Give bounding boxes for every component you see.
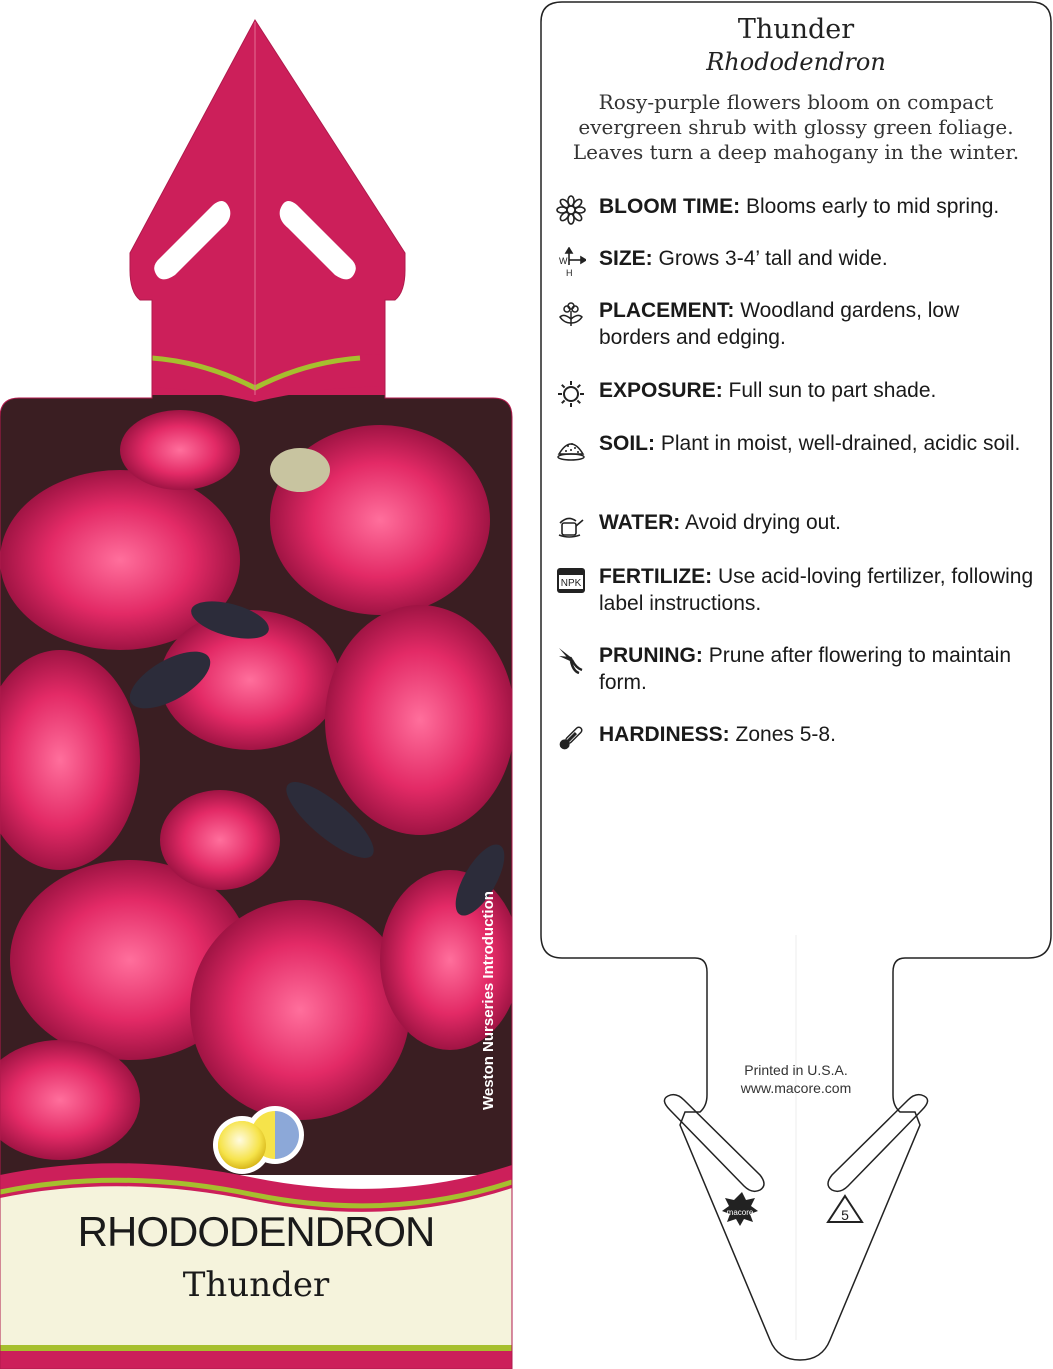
front-common-name: RHODODENDRON	[77, 1208, 435, 1255]
soil-mound-icon	[556, 432, 586, 462]
placement-plants-icon	[556, 299, 586, 329]
care-row-pruning: PRUNING: Prune after flowering to maintain form.	[556, 642, 1036, 696]
flower-icon	[556, 195, 586, 225]
back-description: Rosy-purple flowers bloom on compact evergreen shrub with glossy green foliage. Leaves turn a deep mahogany in the winter.	[572, 90, 1020, 164]
printed-info	[680, 1061, 912, 1097]
svg-text:5: 5	[841, 1207, 849, 1223]
care-row-hardiness: HARDINESS: Zones 5-8.	[556, 721, 1036, 748]
back-latin-name: Rhododendron	[706, 48, 886, 76]
svg-text:W: W	[559, 256, 568, 266]
macore-logo-text: macore	[726, 1208, 754, 1217]
care-row-soil: SOIL: Plant in moist, well-drained, acidic soil.	[556, 430, 1036, 457]
pruning-shears-icon	[556, 644, 586, 674]
fertilizer-npk-icon	[556, 565, 586, 595]
care-row-water: WATER: Avoid drying out.	[556, 509, 1036, 536]
website-text: www.macore.com	[740, 1080, 852, 1096]
care-row-placement: PLACEMENT: Woodland gardens, low borders and edging.	[556, 297, 1036, 351]
size-arrows-icon	[556, 247, 586, 277]
care-row-bloom-time: BLOOM TIME: Blooms early to mid spring.	[556, 193, 1036, 220]
sun-icon	[556, 379, 586, 409]
watering-can-icon	[556, 511, 586, 541]
thermometer-icon	[556, 723, 586, 753]
svg-text:NPK: NPK	[560, 578, 582, 589]
care-row-fertilize: NPK FERTILIZE: Use acid-loving fertilizer, following label instructions.	[556, 563, 1036, 617]
front-cultivar-name: Thunder	[182, 1265, 330, 1305]
svg-text:H: H	[566, 268, 573, 277]
printed-in-text: Printed in U.S.A.	[744, 1062, 848, 1078]
back-title: Thunder	[737, 14, 855, 45]
care-row-size: W H SIZE: Grows 3-4’ tall and wide.	[556, 245, 1036, 272]
nursery-credit: Weston Nurseries Introduction	[480, 891, 497, 1110]
care-row-exposure: EXPOSURE: Full sun to part shade.	[556, 377, 1036, 404]
